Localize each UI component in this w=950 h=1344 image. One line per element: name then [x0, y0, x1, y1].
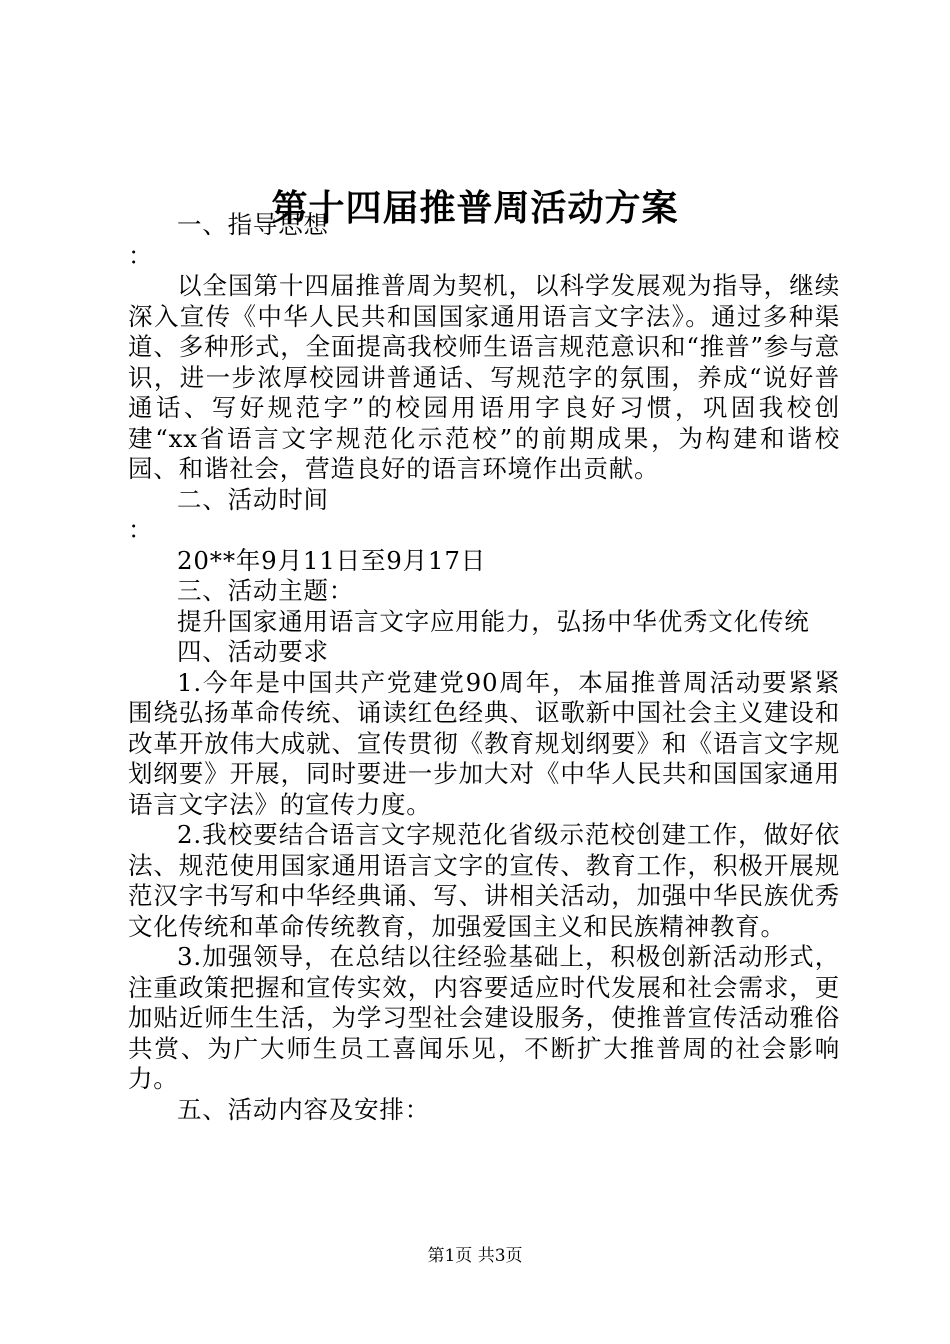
section-1-body: 以全国第十四届推普周为契机，以科学发展观为指导，继续深入宣传《中华人民共和国国家通用语言文字法》。通过多种渠道、多种形式，全面提高我校师生语言规范意识和“推普”参与意识，进一步浓厚校园讲普通话、写规范字的氛围，养成“说好普通话、写好规范字”的校园用语用字良好习惯，巩固我校创建“xx省语言文字规范化示范校”的前期成果，为构建和谐校园、和谐社会，营造良好的语言环境作出贡献。 [128, 271, 840, 483]
section-4-item-1: 1.今年是中国共产党建党90周年，本届推普周活动要紧紧围绕弘扬革命传统、诵读红色经典、讴歌新中国社会主义建设和改革开放伟大成就、宣传贯彻《教育规划纲要》和《语言文字规划纲要》开展，同时要进一步加大对《中华人民共和国国家通用语言文字法》的宣传力度。 [128, 667, 840, 819]
section-2-heading: 二、活动时间 [177, 484, 329, 514]
section-5-heading: 五、活动内容及安排： [177, 1094, 430, 1124]
section-3-heading: 三、活动主题： [177, 576, 355, 605]
section-4-heading: 四、活动要求 [177, 637, 329, 666]
document-title: 第十四届推普周活动方案 [271, 187, 679, 229]
document-body [128, 210, 840, 1125]
section-1-heading: 一、指导思想 [177, 210, 329, 239]
section-1-colon: ： [128, 240, 154, 270]
section-4-item-2: 2.我校要结合语言文字规范化省级示范校创建工作，做好依法、规范使用国家通用语言文字的宣传、教育工作，积极开展规范汉字书写和中华经典诵、写、讲相关活动，加强中华民族优秀文化传统和革命传统教育，加强爱国主义和民族精神教育。 [128, 820, 840, 941]
section-2-colon: ： [128, 515, 154, 544]
section-3-body: 提升国家通用语言文字应用能力，弘扬中华优秀文化传统 [177, 606, 810, 636]
section-2-body: 20**年9月11日至9月17日 [177, 545, 487, 575]
page-number-footer: 第1页 共3页 [427, 1246, 523, 1266]
section-4-item-3: 3.加强领导，在总结以往经验基础上，积极创新活动形式，注重政策把握和宣传实效，内容要适应时代发展和社会需求，更加贴近师生生活，为学习型社会建设服务，使推普宣传活动雅俗共赏、为广大师生员工喜闻乐见，不断扩大推普周的社会影响力。 [128, 942, 840, 1093]
